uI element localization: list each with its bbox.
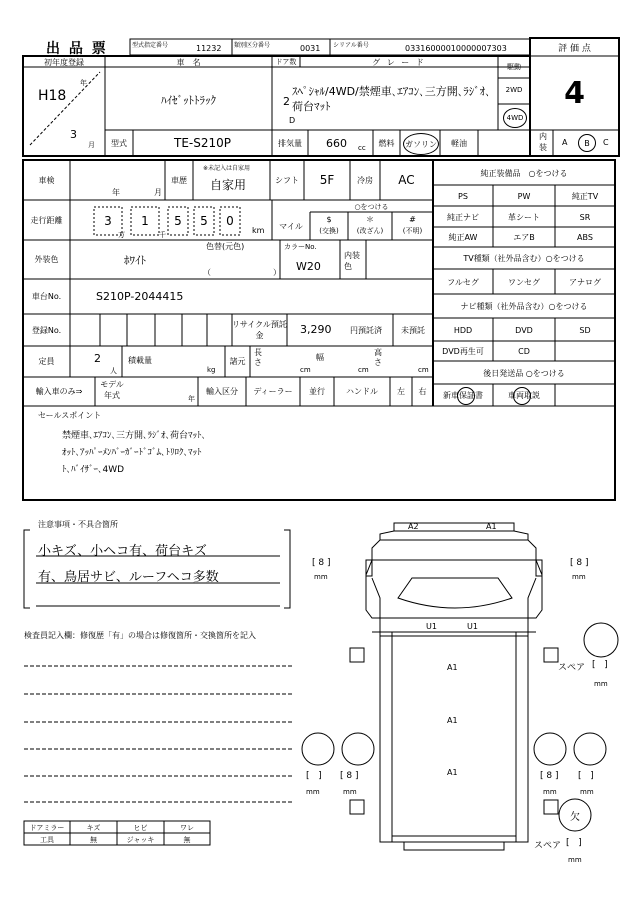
- equip-tv[interactable]: 純正TV: [571, 191, 599, 201]
- capacity-label: 定員: [38, 357, 55, 366]
- interior-grade-a[interactable]: A: [562, 138, 568, 147]
- equip-abs[interactable]: ABS: [577, 233, 593, 242]
- displacement-label: 排気量: [278, 138, 302, 148]
- sales-point-line-2: ｵｯﾄ､ｱｯﾊﾟｰﾒﾝﾊﾞｰｶﾞｰﾄﾞｺﾞﾑ､ﾄﾘﾛｸ､ﾏｯﾄ: [62, 448, 202, 458]
- chassis-value: S210P-2044415: [96, 290, 184, 303]
- later-manual[interactable]: 車両取説: [508, 391, 540, 400]
- capacity-unit: 人: [110, 367, 117, 375]
- drive-2wd[interactable]: 2WD: [505, 86, 523, 94]
- year-unit: 年: [80, 79, 87, 87]
- spare-label-2: スペア: [534, 841, 562, 851]
- grade-value: ｽﾍﾟｼｬﾙ/4WD/禁煙車､ｴｱｺﾝ､三方開､ﾗｼﾞｵ､荷台ﾏｯﾄ: [292, 85, 491, 113]
- tv-analog[interactable]: アナログ: [569, 277, 601, 287]
- equip-airbag[interactable]: エアB: [513, 233, 535, 242]
- tools-mirror-header: ドアミラー: [29, 823, 65, 832]
- sales-point-line-3: ﾄ､ﾊﾞｲｻﾞｰ､4WD: [62, 465, 125, 475]
- inspection-month-unit: 月: [154, 188, 162, 197]
- load-unit: kg: [207, 366, 216, 374]
- grade-label: グ レ ー ド: [372, 57, 426, 67]
- import-dealer[interactable]: ディーラー: [253, 387, 293, 396]
- car-name-value: ﾊｲｾﾞｯﾄﾄﾗｯｸ: [161, 94, 216, 107]
- registration-label: 登録No.: [31, 325, 62, 335]
- model-year-label: モデル年式: [100, 380, 124, 400]
- tread-rear-left-unit: mm: [343, 788, 357, 796]
- serial-value: 03316000010000007303: [405, 44, 507, 53]
- length-cm: cm: [300, 366, 311, 374]
- diagram-a1-3: A1: [447, 768, 458, 777]
- exterior-color-label: 外装色: [34, 255, 59, 264]
- doors-label: ドア数: [275, 58, 297, 66]
- model-designation-value: 11232: [196, 44, 222, 53]
- interior-color-label: 内装色: [344, 251, 360, 271]
- spare-bracket-2: [ ]: [566, 838, 582, 848]
- spare-bracket-1: [ ]: [592, 660, 608, 670]
- inspection-year-unit: 年: [112, 188, 120, 197]
- notes-label: 注意事項・不具合箇所: [38, 520, 118, 529]
- displacement-value: 660: [326, 137, 347, 150]
- tools-tool-label: 工具: [40, 835, 54, 844]
- import-type-label: 輸入区分: [206, 387, 238, 396]
- equip-pw[interactable]: PW: [517, 191, 531, 201]
- shift-value: 5F: [319, 173, 335, 187]
- mileage-digit-2: 1: [141, 214, 149, 228]
- tv-oneseg[interactable]: ワンセグ: [508, 277, 540, 287]
- usage-value: 自家用: [210, 178, 247, 192]
- mileage-sen-unit: 千: [159, 231, 166, 239]
- width-cm: cm: [358, 366, 369, 374]
- type-label: 型式: [111, 138, 127, 148]
- spare-unit-1: mm: [594, 680, 608, 688]
- equip-navi[interactable]: 純正ナビ: [447, 212, 479, 222]
- navi-title: ナビ種類（社外品含む）○をつける: [460, 302, 588, 311]
- mileage-digit-3: 5: [174, 214, 182, 228]
- tools-crack-header: ヒビ: [133, 823, 148, 832]
- diagram-a2: A2: [408, 522, 419, 531]
- navi-sd[interactable]: SD: [579, 325, 591, 335]
- repaint-paren-open: （: [203, 268, 211, 277]
- exterior-color-value: ﾎﾜｲﾄ: [124, 254, 146, 267]
- mileage-digit-5: 0: [226, 214, 234, 228]
- equip-sr[interactable]: SR: [579, 212, 591, 222]
- interior-grade-c[interactable]: C: [603, 138, 609, 147]
- equip-ps[interactable]: PS: [458, 191, 468, 201]
- inspection-label: 車検: [38, 175, 55, 185]
- type-value: TE-S210P: [174, 136, 231, 150]
- first-registration-label: 初年度登録: [44, 57, 84, 67]
- inspector-label: 検査員記入欄：修復歴「有」の場合は修復箇所・交換箇所を記入: [24, 631, 256, 640]
- tools-break-header: ワレ: [180, 823, 194, 832]
- tools-jack-label: ジャッキ: [126, 835, 155, 844]
- height-cm: cm: [418, 366, 429, 374]
- color-code-value: W20: [296, 260, 321, 273]
- import-parallel[interactable]: 並行: [309, 387, 325, 396]
- chassis-label: 車台No.: [31, 292, 62, 301]
- recycle-label: リサイクル預託金: [232, 320, 287, 340]
- handle-left[interactable]: 左: [397, 387, 405, 396]
- model-year-unit: 年: [188, 395, 195, 403]
- diagram-u1-left: U1: [426, 622, 437, 631]
- tread-rear-right: [ 8 ]: [540, 771, 559, 781]
- dvd-playback[interactable]: DVD再生可: [442, 347, 484, 356]
- tread-rear-right-unit: mm: [543, 788, 557, 796]
- sales-point-label: セールスポイント: [38, 411, 102, 420]
- model-designation-label: 型式指定番号: [132, 42, 169, 49]
- tread-rear-left-blank-unit: mm: [306, 788, 320, 796]
- grade-points-value: 4: [564, 75, 585, 111]
- mileage-star[interactable]: ＊: [366, 214, 374, 224]
- tools-jack-value: 無: [183, 835, 191, 844]
- spare-missing-mark: 欠: [570, 811, 580, 823]
- notes-line-2: 有、鳥居サビ、ルーフヘコ多数: [38, 570, 219, 585]
- diagram-a1-top: A1: [486, 522, 497, 531]
- navi-dvd[interactable]: DVD: [515, 325, 533, 335]
- tread-rear-right-blank-unit: mm: [580, 788, 594, 796]
- later-warranty[interactable]: 新車保証書: [443, 391, 483, 400]
- serial-label: シリアル番号: [333, 42, 369, 49]
- handle-right[interactable]: 右: [418, 387, 427, 396]
- tv-title: TV種類（社外品含む）○をつける: [463, 254, 585, 263]
- mileage-digit-4: 5: [200, 214, 208, 228]
- ac-value: AC: [398, 173, 415, 187]
- sales-point-line-1: 禁煙車､ｴｱｺﾝ､三方開､ﾗｼﾞｵ､荷台ﾏｯﾄ､: [62, 431, 207, 441]
- width-label: 幅: [316, 353, 324, 362]
- tread-front-right: [ 8 ]: [570, 558, 589, 568]
- door-d: D: [289, 116, 296, 125]
- length-label: 長さ: [254, 348, 262, 367]
- mileage-man-unit: 万: [118, 231, 125, 239]
- mileage-hash[interactable]: #: [409, 214, 416, 224]
- recycle-unit: 円預託済: [350, 326, 382, 335]
- diagram-a1-2: A1: [447, 716, 458, 725]
- first-registration-month: 3: [70, 128, 77, 141]
- form-title: 出 品 票: [46, 41, 108, 57]
- repaint-paren-close: ）: [273, 268, 281, 277]
- mileage-star-sub: (改ざん): [356, 227, 384, 235]
- tools-tool-value: 無: [90, 835, 97, 844]
- mileage-mile[interactable]: マイル: [279, 221, 303, 231]
- tread-front-left: [ 8 ]: [312, 558, 331, 568]
- mileage-km-unit: km: [252, 226, 265, 235]
- interior-label: 内装: [539, 132, 547, 152]
- mileage-label: 走行距離: [30, 215, 63, 225]
- manual-circle-mark: [513, 387, 531, 405]
- fuel-diesel[interactable]: 軽油: [451, 138, 467, 148]
- import-label: 輸入車のみ⇒: [35, 387, 83, 396]
- spare-label-1: スペア: [558, 663, 586, 673]
- drive-label: 駆動: [507, 63, 521, 71]
- capacity-value: 2: [94, 352, 101, 365]
- shift-label: シフト: [275, 175, 299, 185]
- equip-aw[interactable]: 純正AW: [448, 233, 478, 242]
- doors-value: 2: [283, 95, 290, 108]
- dims-label: 諸元: [229, 357, 246, 366]
- tread-front-left-unit: mm: [314, 573, 328, 581]
- later-title: 後日発送品 ○をつける: [483, 368, 565, 378]
- cc-unit: cc: [358, 144, 366, 152]
- tread-front-right-unit: mm: [572, 573, 586, 581]
- tv-fullseg[interactable]: フルセグ: [447, 277, 479, 287]
- usage-note: ※未記入は自家用: [203, 165, 251, 172]
- spare-unit-2: mm: [568, 856, 582, 864]
- interior-grade-b-circled[interactable]: B: [578, 134, 596, 152]
- drive-4wd-circled[interactable]: 4WD: [503, 108, 527, 128]
- equipment-title: 純正装備品 ○をつける: [480, 168, 568, 178]
- tread-rear-right-blank: [ ]: [578, 771, 594, 781]
- mileage-mark-note: ○をつける: [354, 202, 389, 211]
- ac-label: 冷房: [357, 175, 373, 185]
- color-code-label: カラーNo.: [284, 243, 317, 251]
- class-value: 0031: [300, 44, 321, 53]
- load-label: 積載量: [128, 356, 152, 365]
- mileage-dollar[interactable]: $: [326, 214, 332, 224]
- tools-scratch-header: キズ: [86, 823, 101, 832]
- class-label: 類別区分番号: [234, 42, 271, 49]
- mileage-digit-1: 3: [104, 214, 112, 228]
- height-label: 高さ: [374, 348, 382, 367]
- month-unit: 月: [88, 141, 95, 149]
- fuel-label: 燃料: [378, 138, 395, 148]
- tread-rear-left: [ 8 ]: [340, 771, 359, 781]
- cd[interactable]: CD: [518, 347, 530, 356]
- mileage-dollar-sub: (交換): [319, 227, 339, 235]
- mileage-hash-sub: (不明): [402, 227, 423, 235]
- handle-label: ハンドル: [346, 387, 378, 396]
- navi-hdd[interactable]: HDD: [453, 325, 473, 335]
- car-name-label: 車 名: [176, 57, 201, 67]
- first-registration-year: H18: [38, 88, 67, 104]
- fuel-gasoline-circled[interactable]: ガソリン: [403, 133, 439, 155]
- recycle-value: 3,290: [300, 323, 332, 336]
- equip-leather[interactable]: 革シート: [508, 212, 540, 222]
- repaint-label: 色替(元色): [206, 242, 245, 251]
- notes-line-1: 小キズ、小ヘコ有、荷台キズ: [38, 544, 207, 559]
- grade-points-label: 評 価 点: [558, 43, 591, 54]
- diagram-a1-1: A1: [447, 663, 458, 672]
- diagram-u1-right: U1: [467, 622, 478, 631]
- usage-label: 車歴: [171, 175, 187, 185]
- tread-rear-left-blank: [ ]: [306, 771, 322, 781]
- recycle-none[interactable]: 未預託: [401, 325, 425, 335]
- warranty-circle-mark: [457, 387, 475, 405]
